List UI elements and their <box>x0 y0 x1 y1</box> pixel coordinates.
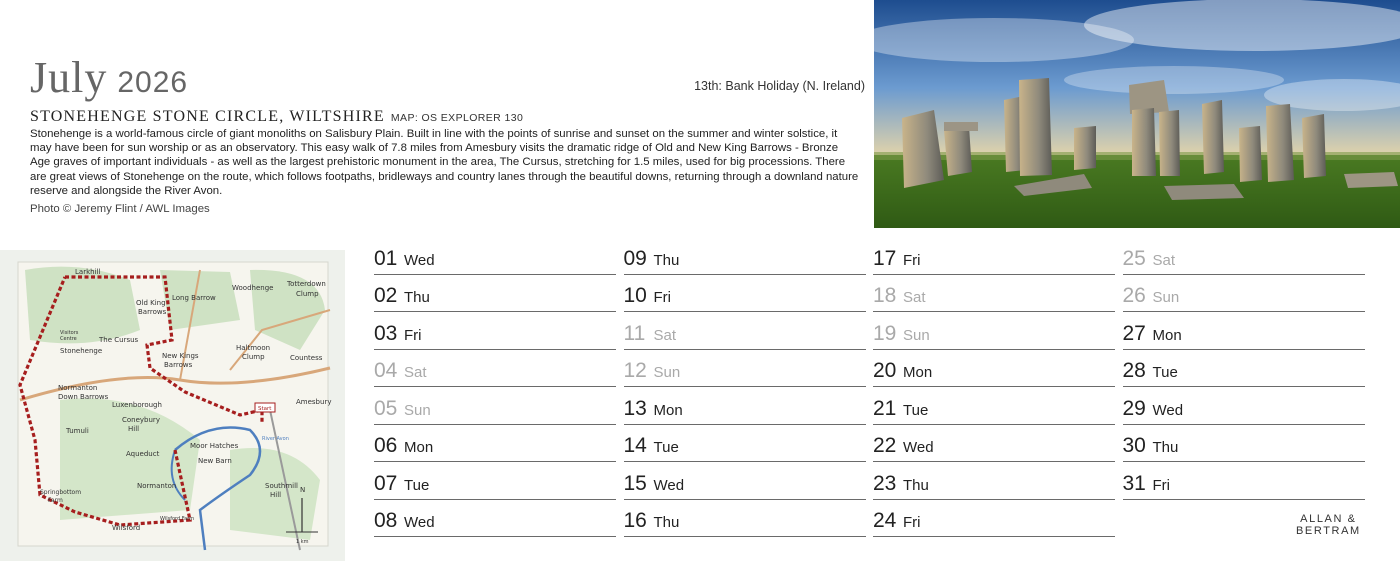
calendar-day <box>374 276 616 313</box>
day-name: Fri <box>1152 476 1170 494</box>
map-label-luxenborough: Luxenborough <box>112 401 162 409</box>
day-name: Sat <box>404 364 427 381</box>
calendar-day <box>374 388 616 425</box>
map-label-wilsford-farm: Wilsford Farm <box>160 516 195 522</box>
map-north-label: N <box>300 486 306 494</box>
day-name: Tue <box>903 401 929 419</box>
map-label-river-avon: River Avon <box>262 436 289 442</box>
calendar-day <box>1123 276 1365 313</box>
day-number: 22 <box>873 434 897 457</box>
map-label-hill2: Hill <box>270 491 282 499</box>
year: 2026 <box>117 66 189 99</box>
day-number: 04 <box>374 359 398 382</box>
calendar-day <box>1123 388 1365 425</box>
map-label-down-barrows: Down Barrows <box>58 393 109 401</box>
day-name: Thu <box>903 476 929 494</box>
map-label-start: Start <box>258 406 272 412</box>
map-label-countess: Countess <box>290 354 323 362</box>
day-number: 19 <box>873 321 897 345</box>
map-label-centre: Centre <box>60 336 77 342</box>
day-number: 10 <box>623 284 647 307</box>
day-name: Sun <box>653 364 681 381</box>
page-title: STONEHENGE STONE CIRCLE, WILTSHIRE <box>30 108 385 125</box>
day-number: 26 <box>1122 284 1146 307</box>
calendar-day <box>873 351 1115 388</box>
day-name: Wed <box>903 439 934 456</box>
map-label-aqueduct: Aqueduct <box>126 450 160 458</box>
calendar-day <box>374 463 616 500</box>
day-number: 21 <box>873 396 897 420</box>
day-name: Tue <box>653 439 679 456</box>
day-name: Thu <box>404 289 430 306</box>
day-number: 14 <box>623 434 647 457</box>
day-number: 07 <box>374 471 398 495</box>
calendar-day <box>1123 238 1365 275</box>
day-name: Tue <box>1152 364 1178 381</box>
map-reference: MAP: OS EXPLORER 130 <box>390 112 524 124</box>
calendar-column-4 <box>1123 238 1365 501</box>
calendar-day <box>873 463 1115 500</box>
map-label-amesbury: Amesbury <box>296 398 332 406</box>
map-label-tumuli: Tumuli <box>66 427 89 435</box>
day-number: 20 <box>873 359 897 382</box>
day-name: Fri <box>404 326 422 344</box>
map-label-wilsford: Wilsford <box>112 524 141 532</box>
map-label-cursus: The Cursus <box>99 336 139 344</box>
day-name: Wed <box>404 251 435 269</box>
publisher-line-2: BERTRAM <box>1296 525 1361 537</box>
map-label-totterdown: Totterdown <box>287 280 326 288</box>
day-number: 30 <box>1122 434 1146 457</box>
month-title <box>30 52 188 102</box>
map-label-stonehenge: Stonehenge <box>60 347 103 355</box>
map-label-coneybury: Coneybury <box>122 416 160 424</box>
route-map-image <box>0 250 345 561</box>
day-number: 31 <box>1122 471 1146 495</box>
day-number: 16 <box>623 509 647 532</box>
calendar-day <box>873 238 1115 275</box>
calendar-column-3 <box>873 238 1115 538</box>
calendar-column-2 <box>624 238 866 538</box>
calendar-day <box>1123 463 1365 500</box>
day-name: Wed <box>1152 401 1184 419</box>
calendar-day <box>624 501 866 538</box>
publisher-line-1: ALLAN & <box>1300 513 1357 525</box>
calendar-day <box>624 276 866 313</box>
photo-credit: Photo © Jeremy Flint / AWL Images <box>30 203 210 215</box>
calendar-day <box>1123 351 1365 388</box>
stonehenge-photo <box>874 0 1400 228</box>
day-name: Sun <box>404 401 431 419</box>
calendar-day <box>624 388 866 425</box>
calendar-day <box>873 501 1115 538</box>
day-number: 27 <box>1122 321 1146 345</box>
calendar-day <box>873 426 1115 463</box>
day-number: 25 <box>1122 246 1146 270</box>
day-name: Sat <box>903 289 926 306</box>
day-number: 05 <box>374 396 398 420</box>
map-label-visitors: Visitors <box>60 330 79 336</box>
day-name: Sat <box>653 326 677 344</box>
publisher-logo <box>1296 513 1361 537</box>
photo-image <box>874 0 1400 228</box>
day-number: 18 <box>873 284 897 307</box>
day-name: Mon <box>653 401 683 419</box>
map-label-woodhenge: Woodhenge <box>232 284 274 292</box>
map-label-new-kings: New Kings <box>162 352 199 360</box>
calendar-column-1 <box>374 238 616 538</box>
day-number: 02 <box>374 284 398 307</box>
map-label-clump2: Clump <box>242 353 265 361</box>
calendar-day <box>873 313 1115 350</box>
day-name: Wed <box>404 514 435 531</box>
day-name: Mon <box>404 439 434 456</box>
calendar-day <box>374 426 616 463</box>
calendar-day <box>1123 313 1365 350</box>
day-name: Mon <box>903 364 933 381</box>
description: Stonehenge is a world-famous circle of giant monoliths on Salisbury Plain. Built in line with the points of sunrise and sunset on the summer and winter solstice, it may have been for sun worship or as an observatory. This easy walk of 7.8 miles from Amesbury visits the dramatic ridge of Old and New King Barrows - Bronze Age graves of important individuals - as well as the largest prehistoric monument in the area, The Cursus, stretching for 1.5 miles, used for big processions. There are great views of Stonehenge on the route, which follows footpaths, bridleways and country lanes through the beautiful downs, returning through a downland nature reserve and alongside the River Avon. <box>30 128 859 197</box>
day-name: Sun <box>903 326 930 344</box>
calendar-day <box>1123 426 1365 463</box>
map-label-southmill: Southmill <box>265 482 298 490</box>
day-number: 09 <box>623 246 647 270</box>
day-name: Sun <box>1152 289 1180 306</box>
map-label-farm: Farm <box>48 497 63 504</box>
map-label-moor-hatches: Moor Hatches <box>190 442 239 450</box>
month-header <box>30 52 870 217</box>
day-name: Fri <box>653 289 671 306</box>
calendar-day <box>374 351 616 388</box>
day-name: Fri <box>903 251 921 269</box>
map-label-normanton-down: Normanton <box>58 384 98 392</box>
holiday-note: 13th: Bank Holiday (N. Ireland) <box>694 79 865 93</box>
map-label-old-king: Old King <box>136 299 166 307</box>
calendar-day <box>624 313 866 350</box>
day-number: 11 <box>623 321 646 345</box>
calendar-day <box>624 351 866 388</box>
calendar-day <box>873 388 1115 425</box>
day-name: Fri <box>903 514 921 531</box>
day-number: 29 <box>1122 396 1146 420</box>
day-number: 15 <box>623 471 647 495</box>
day-name: Thu <box>653 251 680 269</box>
day-number: 23 <box>873 471 897 495</box>
day-number: 08 <box>374 509 398 532</box>
day-name: Tue <box>404 476 430 494</box>
calendar-day <box>873 276 1115 313</box>
map-label-larkhill: Larkhill <box>75 268 101 276</box>
day-number: 28 <box>1122 359 1146 382</box>
map-label-clump: Clump <box>296 290 319 298</box>
map-label-haltmoon: Haltmoon <box>236 344 271 352</box>
map-label-barrows: Barrows <box>138 308 167 316</box>
calendar-day <box>374 238 616 275</box>
map-label-new-barrows: Barrows <box>164 361 193 369</box>
calendar-day <box>374 313 616 350</box>
day-name: Thu <box>653 514 680 531</box>
month-name: July <box>30 53 108 102</box>
map-label-hill: Hill <box>128 425 140 433</box>
route-map <box>0 250 345 561</box>
calendar-day <box>624 426 866 463</box>
day-number: 17 <box>873 246 897 270</box>
day-name: Mon <box>1152 326 1182 344</box>
calendar-day <box>624 238 866 275</box>
map-label-springbottom: Springbottom <box>40 489 82 496</box>
day-name: Wed <box>653 476 685 494</box>
calendar-day <box>374 501 616 538</box>
map-label-normanton: Normanton <box>137 482 177 490</box>
day-number: 13 <box>623 396 647 420</box>
day-number: 06 <box>374 434 398 457</box>
day-name: Thu <box>1152 439 1179 456</box>
map-scale-label: 1 km <box>296 539 309 545</box>
title-line <box>30 108 523 126</box>
day-number: 03 <box>374 321 398 345</box>
day-number: 24 <box>873 509 897 532</box>
day-name: Sat <box>1152 251 1176 269</box>
day-number: 12 <box>623 359 647 382</box>
day-number: 01 <box>374 246 398 270</box>
map-label-new-barn: New Barn <box>198 457 232 465</box>
map-label-long-barrow: Long Barrow <box>172 294 216 302</box>
calendar-day <box>624 463 866 500</box>
